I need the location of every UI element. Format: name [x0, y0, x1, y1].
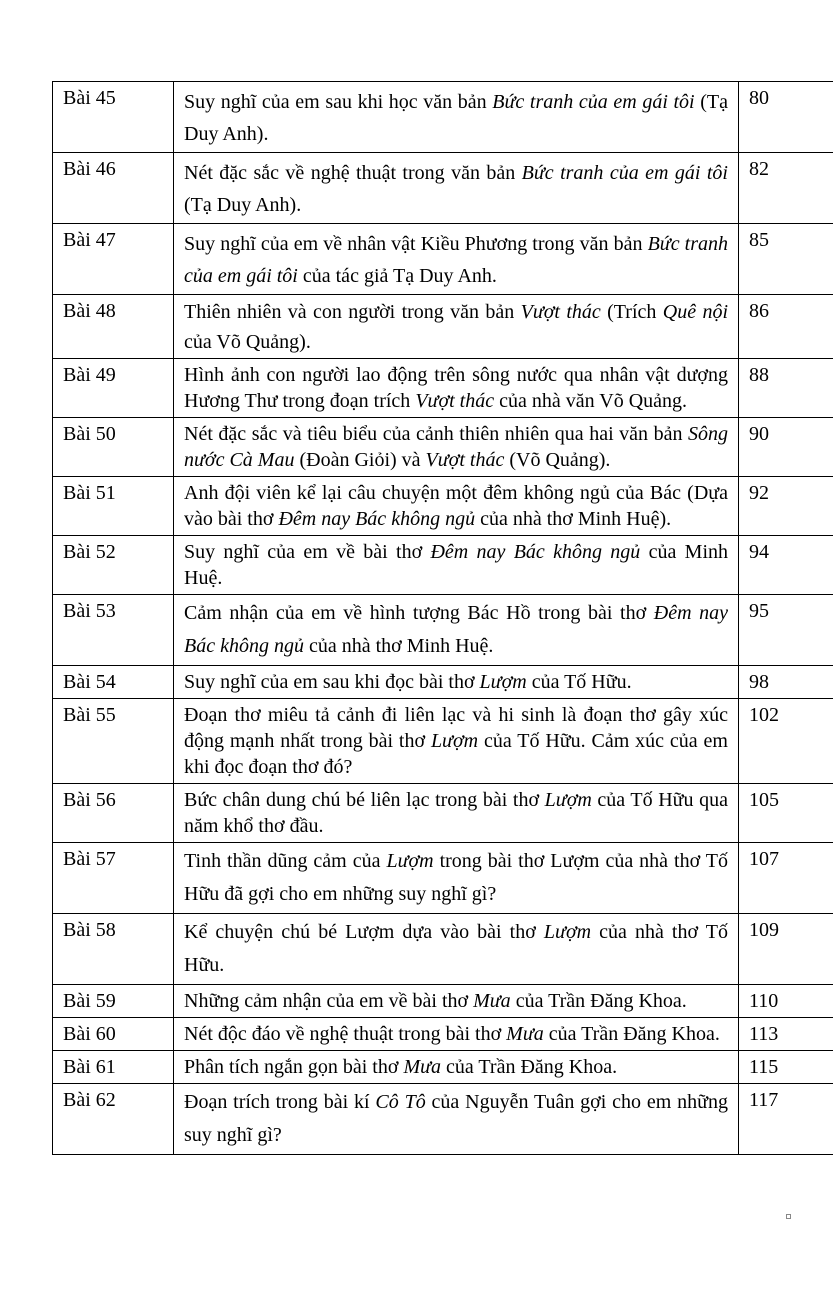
lesson-title: Thiên nhiên và con người trong văn bản Vượt thác (Trích Quê nội của Võ Quảng). — [174, 295, 739, 359]
lesson-number: Bài 55 — [53, 699, 174, 784]
lesson-title: Phân tích ngắn gọn bài thơ Mưa của Trần Đăng Khoa. — [174, 1051, 739, 1084]
lesson-number: Bài 48 — [53, 295, 174, 359]
page-number: 98 — [739, 666, 833, 699]
contents-table — [52, 81, 833, 1155]
page-number: 92 — [739, 477, 833, 536]
table-row — [53, 82, 833, 153]
page-number: 107 — [739, 843, 833, 914]
page-number: 105 — [739, 784, 833, 843]
page-number: 85 — [739, 224, 833, 295]
lesson-title: Tinh thần dũng cảm của Lượm trong bài thơ Lượm của nhà thơ Tố Hữu đã gợi cho em những suy nghĩ gì? — [174, 843, 739, 914]
lesson-number: Bài 45 — [53, 82, 174, 153]
table-row — [53, 418, 833, 477]
lesson-title: Suy nghĩ của em về bài thơ Đêm nay Bác không ngủ của Minh Huệ. — [174, 536, 739, 595]
table-row — [53, 595, 833, 666]
page-number: 113 — [739, 1018, 833, 1051]
lesson-number: Bài 54 — [53, 666, 174, 699]
lesson-number: Bài 56 — [53, 784, 174, 843]
lesson-title: Nét đặc sắc về nghệ thuật trong văn bản Bức tranh của em gái tôi (Tạ Duy Anh). — [174, 153, 739, 224]
lesson-title: Suy nghĩ của em sau khi học văn bản Bức tranh của em gái tôi (Tạ Duy Anh). — [174, 82, 739, 153]
lesson-number: Bài 62 — [53, 1084, 174, 1155]
lesson-number: Bài 57 — [53, 843, 174, 914]
lesson-number: Bài 59 — [53, 985, 174, 1018]
lesson-number: Bài 51 — [53, 477, 174, 536]
table-row — [53, 1084, 833, 1155]
table-row — [53, 666, 833, 699]
page-number: 86 — [739, 295, 833, 359]
lesson-title: Anh đội viên kể lại câu chuyện một đêm không ngủ của Bác (Dựa vào bài thơ Đêm nay Bác không ngủ của nhà thơ Minh Huệ). — [174, 477, 739, 536]
lesson-number: Bài 50 — [53, 418, 174, 477]
page-number: 90 — [739, 418, 833, 477]
lesson-title: Nét độc đáo về nghệ thuật trong bài thơ Mưa của Trần Đăng Khoa. — [174, 1018, 739, 1051]
table-row — [53, 843, 833, 914]
lesson-number: Bài 46 — [53, 153, 174, 224]
lesson-number: Bài 58 — [53, 914, 174, 985]
page-number: 82 — [739, 153, 833, 224]
lesson-number: Bài 60 — [53, 1018, 174, 1051]
page-number: 117 — [739, 1084, 833, 1155]
page-number: 94 — [739, 536, 833, 595]
page-number: 109 — [739, 914, 833, 985]
lesson-title: Kể chuyện chú bé Lượm dựa vào bài thơ Lượm của nhà thơ Tố Hữu. — [174, 914, 739, 985]
table-row — [53, 224, 833, 295]
page-number: 110 — [739, 985, 833, 1018]
lesson-number: Bài 61 — [53, 1051, 174, 1084]
table-row — [53, 1051, 833, 1084]
lesson-number: Bài 47 — [53, 224, 174, 295]
page-number: 80 — [739, 82, 833, 153]
lesson-title: Hình ảnh con người lao động trên sông nước qua nhân vật dượng Hương Thư trong đoạn trích Vượt thác của nhà văn Võ Quảng. — [174, 359, 739, 418]
page-number: 88 — [739, 359, 833, 418]
table-row — [53, 477, 833, 536]
table-row — [53, 914, 833, 985]
page-number: 115 — [739, 1051, 833, 1084]
lesson-number: Bài 53 — [53, 595, 174, 666]
lesson-number: Bài 49 — [53, 359, 174, 418]
table-row — [53, 985, 833, 1018]
page-corner-mark — [786, 1214, 791, 1219]
page-number: 102 — [739, 699, 833, 784]
table-row — [53, 784, 833, 843]
table-row — [53, 699, 833, 784]
table-row — [53, 1018, 833, 1051]
lesson-number: Bài 52 — [53, 536, 174, 595]
lesson-title: Suy nghĩ của em sau khi đọc bài thơ Lượm của Tố Hữu. — [174, 666, 739, 699]
lesson-title: Suy nghĩ của em về nhân vật Kiều Phương trong văn bản Bức tranh của em gái tôi của tác giả Tạ Duy Anh. — [174, 224, 739, 295]
table-row — [53, 295, 833, 359]
lesson-title: Nét đặc sắc và tiêu biểu của cảnh thiên nhiên qua hai văn bản Sông nước Cà Mau (Đoàn Giỏi) và Vượt thác (Võ Quảng). — [174, 418, 739, 477]
table-row — [53, 536, 833, 595]
page-number: 95 — [739, 595, 833, 666]
table-row — [53, 359, 833, 418]
lesson-title: Đoạn thơ miêu tả cảnh đi liên lạc và hi sinh là đoạn thơ gây xúc động mạnh nhất trong bài thơ Lượm của Tố Hữu. Cảm xúc của em khi đọc đoạn thơ đó? — [174, 699, 739, 784]
lesson-title: Bức chân dung chú bé liên lạc trong bài thơ Lượm của Tố Hữu qua năm khổ thơ đầu. — [174, 784, 739, 843]
lesson-title: Cảm nhận của em về hình tượng Bác Hồ trong bài thơ Đêm nay Bác không ngủ của nhà thơ Minh Huệ. — [174, 595, 739, 666]
table-row — [53, 153, 833, 224]
lesson-title: Đoạn trích trong bài kí Cô Tô của Nguyễn Tuân gợi cho em những suy nghĩ gì? — [174, 1084, 739, 1155]
lesson-title: Những cảm nhận của em về bài thơ Mưa của Trần Đăng Khoa. — [174, 985, 739, 1018]
